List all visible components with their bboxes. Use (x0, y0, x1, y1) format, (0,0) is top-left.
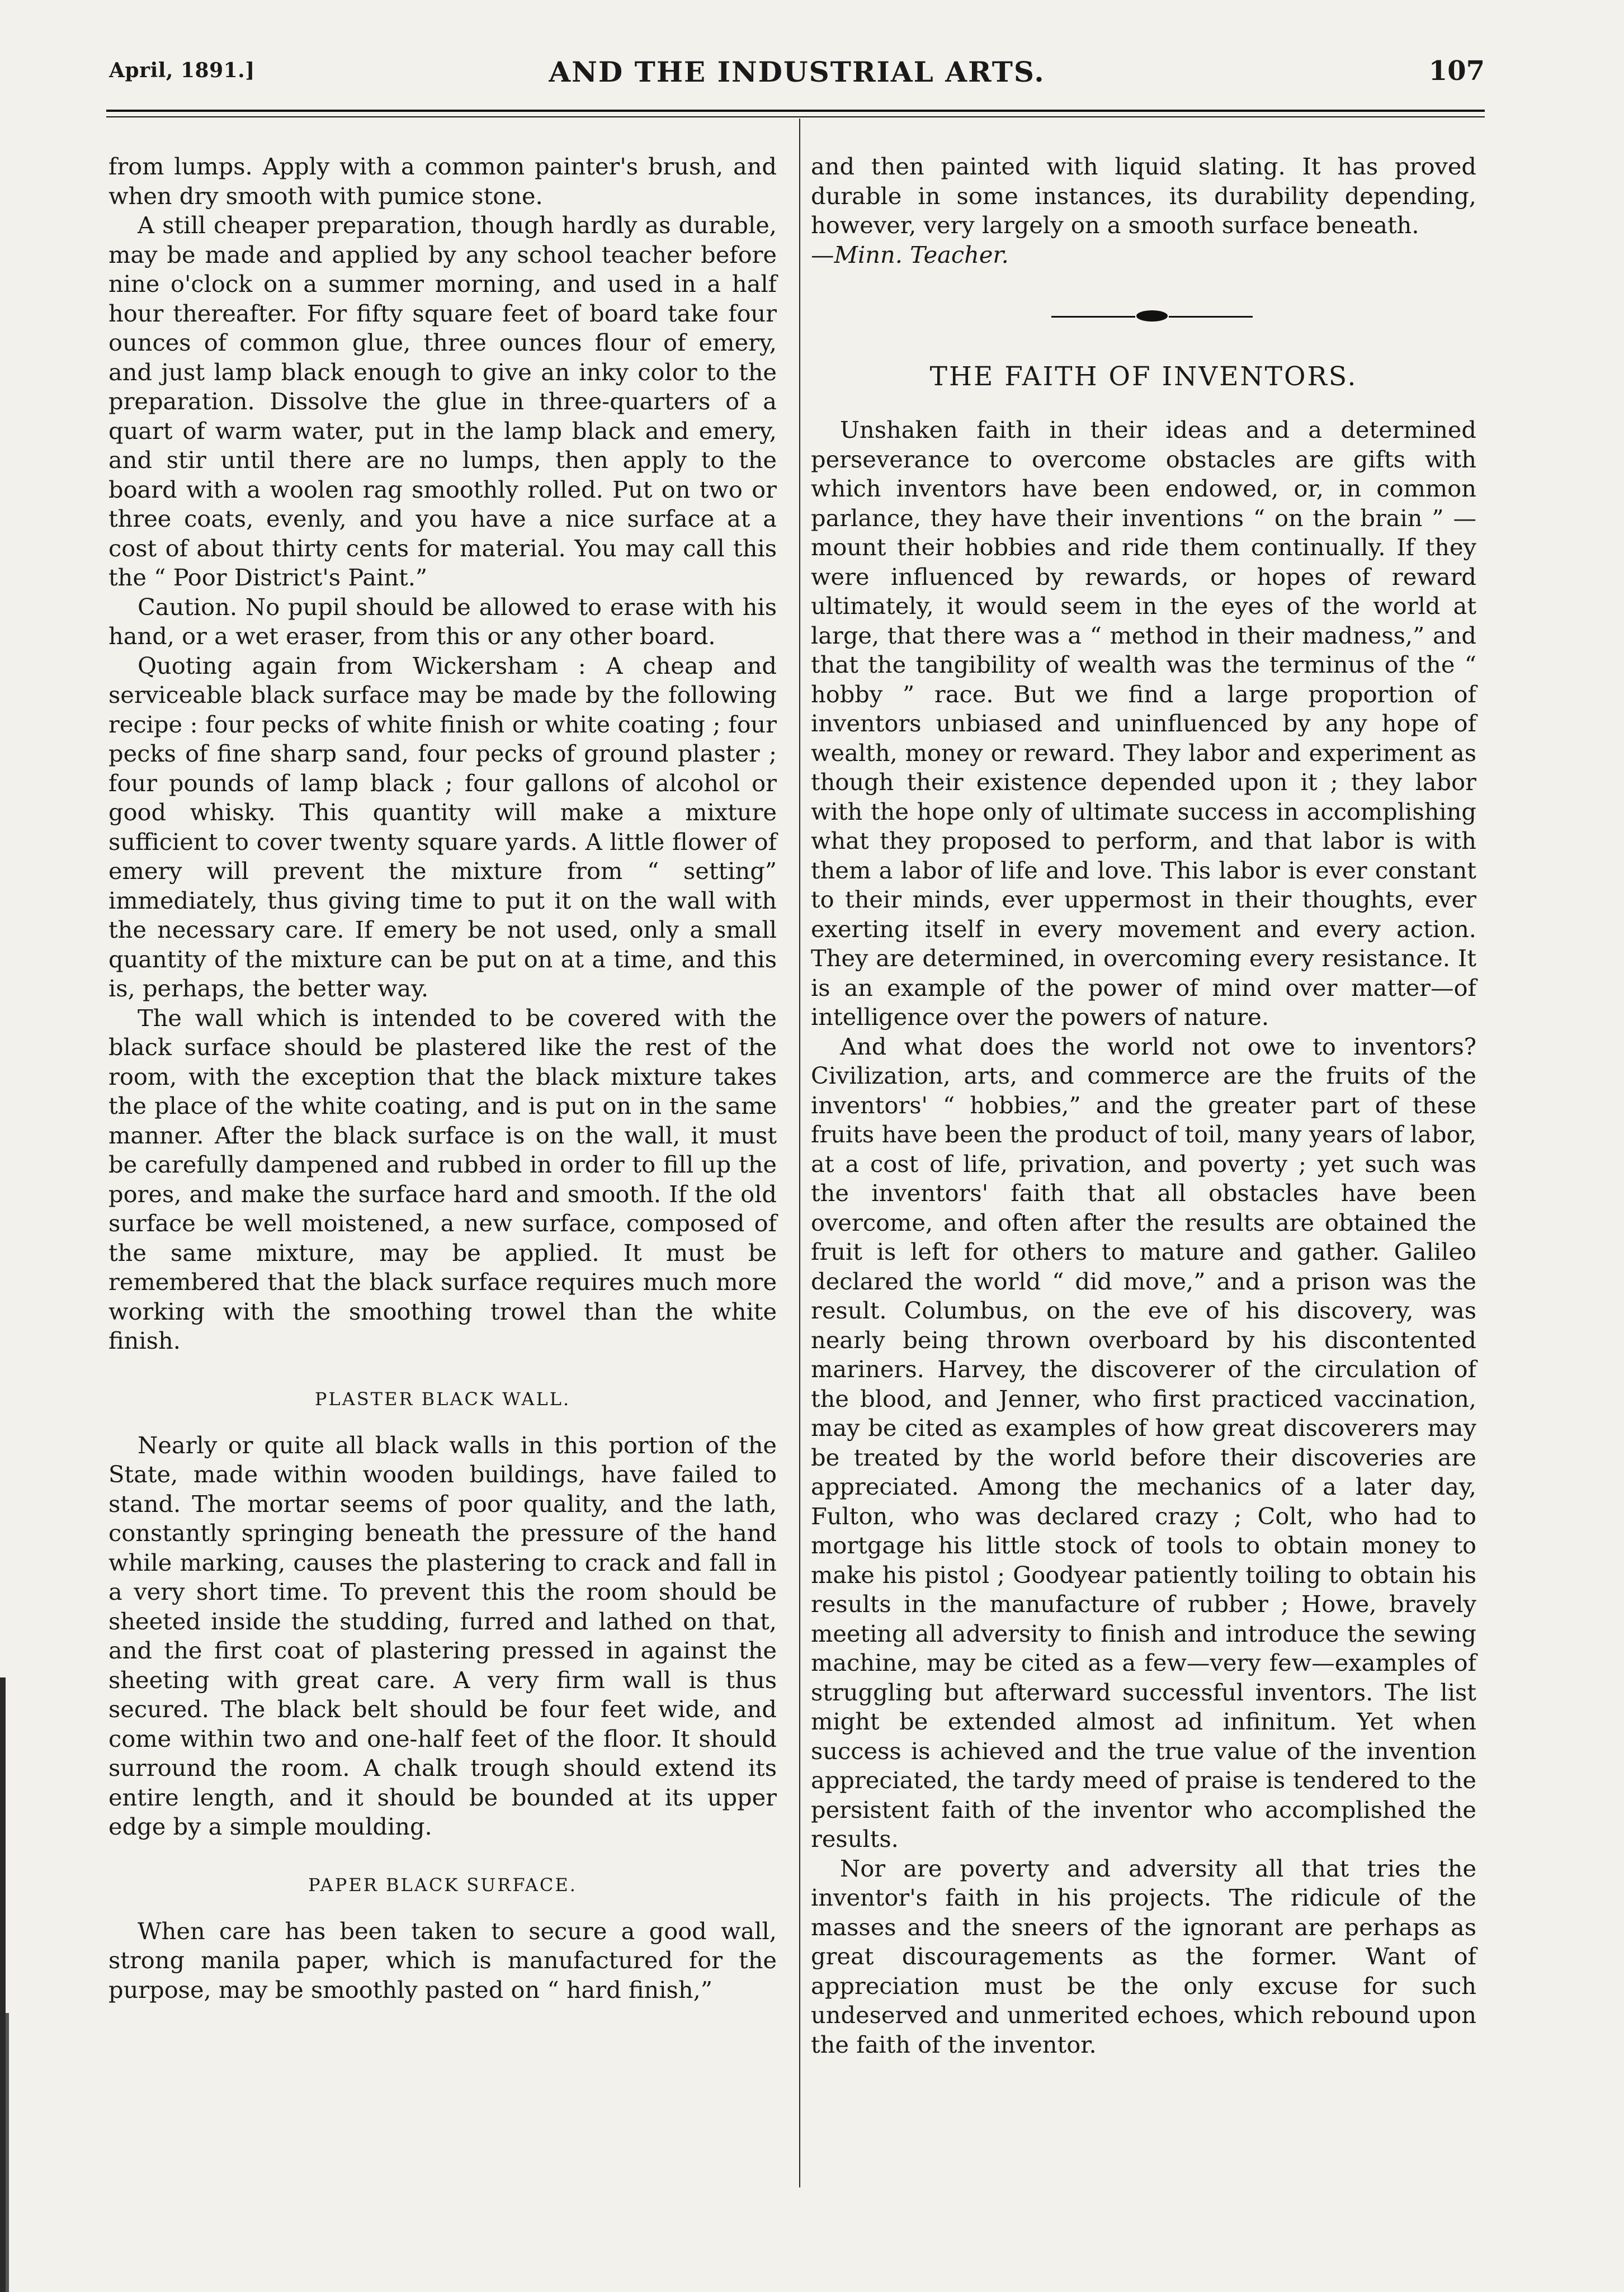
paragraph: Unshaken faith in their ideas and a determined perseverance to overcome obstacles are gifts with which inventors have been endowed, or, in common parlance, they have their inventions “ on the brain ” —mount their hobbies and ride them continually. If they were influenced by rewards, or hopes of reward ultimately, it would seem in the eyes of the world at large, that there was a “ method in their madness,” and that the tangibility of wealth was the terminus of the “ hobby ” race. But we find a large proportion of inventors unbiased and uninfluenced by any hope of wealth, money or reward. They labor and experiment as though their existence depended upon it ; they labor with the hope only of ultimate success in accomplishing what they proposed to perform, and that labor is with them a labor of life and love. This labor is ever constant to their minds, ever uppermost in their thoughts, ever exerting itself in every movement and every action. They are determined, in overcoming every resistance. It is an example of the power of mind over matter—of intelligence over the powers of nature. (811, 416, 1476, 1031)
section-heading: PLASTER BLACK WALL. (314, 1388, 571, 1410)
paragraph: Nor are poverty and adversity all that tries the inventor's faith in his projects. The ridicule of the masses and the sneers of the ignorant are perhaps as great discouragements as the former. Want of appreciation must be the only excuse for such undeserved and unmerited echoes, which rebound upon the faith of the inventor. (811, 1854, 1476, 2058)
running-header (109, 48, 1485, 103)
binding-edge-shadow (6, 2013, 9, 2292)
left-column (108, 152, 777, 2005)
paragraph: Caution. No pupil should be allowed to erase with his hand, or a wet eraser, from this or any other board. (108, 593, 777, 650)
header-rule-thick (106, 110, 1485, 112)
column-divider (799, 119, 800, 2187)
paragraph: A still cheaper preparation, though hardly as durable, may be made and applied by any school teacher before nine o'clock on a summer morning, and used in a half hour thereafter. For fifty square feet of board take four ounces of common glue, three ounces flour of emery, and just lamp black enough to give an inky color to the preparation. Dissolve the glue in three-quarters of a quart of warm water, put in the lamp black and emery, and stir until there are no lumps, then apply to the board with a woolen rag smoothly rolled. Put on two or three coats, evenly, and you have a nice surface at a cost of about thirty cents for material. You may call this the “ Poor District's Paint.” (108, 211, 777, 591)
right-column (811, 152, 1476, 2059)
paragraph: And what does the world not owe to inventors? Civilization, arts, and commerce are the fruits of the inventors' “ hobbies,” and the greater part of these fruits have been the product of toil, many years of labor, at a cost of life, privation, and poverty ; yet such was the inventors' faith that all obstacles have been overcome, and often after the results are obtained the fruit is left for others to mature and gather. Galileo declared the world “ did move,” and a prison was the result. Columbus, on the eve of his discovery, was nearly being thrown overboard by his discontented mariners. Harvey, the discoverer of the circulation of the blood, and Jenner, who first practiced vaccination, may be cited as examples of how great discoverers may be treated by the world before their discoveries are appreciated. Among the mechanics of a later day, Fulton, who was declared crazy ; Colt, who had to mortgage his little stock of tools to obtain money to make his pistol ; Goodyear patiently toiling to obtain his results in the manufacture of rubber ; Howe, bravely meeting all adversity to finish and introduce the sewing machine, may be cited as a few—very few—examples of struggling but afterward successful inventors. The list might be extended almost ad infinitum. Yet when success is achieved and the true value of the invention appreciated, the tardy meed of praise is tendered to the persistent faith of the inventor who accomplished the results. (811, 1032, 1476, 1852)
running-title: AND THE INDUSTRIAL ARTS. (549, 55, 1045, 88)
article-title: THE FAITH OF INVENTORS. (929, 361, 1358, 392)
binding-edge (0, 1677, 6, 2292)
ornament-divider (811, 305, 1476, 328)
source-attribution: —Minn. Teacher. (811, 240, 1009, 268)
page-number: 107 (1428, 55, 1485, 87)
section-heading: PAPER BLACK SURFACE. (308, 1874, 577, 1896)
paragraph: The wall which is intended to be covered with the black surface should be plastered like the rest of the room, with the exception that the black mixture takes the place of the white coating, and is put on in the same manner. After the black surface is on the wall, it must be carefully dampened and rubbed in order to fill up the pores, and make the surface hard and smooth. If the old surface be well moistened, a new surface, composed of the same mixture, may be applied. It must be remembered that the black surface requires much more working with the smoothing trowel than the white finish. (108, 1004, 777, 1354)
header-rule-thin (106, 116, 1485, 117)
paragraph: When care has been taken to secure a good wall, strong manila paper, which is manufactured for the purpose, may be smoothly pasted on “ hard finish,” (108, 1917, 777, 2003)
paragraph: from lumps. Apply with a common painter's brush, and when dry smooth with pumice stone. (108, 153, 777, 210)
issue-date: April, 1891.] (109, 59, 255, 82)
paragraph: Nearly or quite all black walls in this portion of the State, made within wooden buildings, have failed to stand. The mortar seems of poor quality, and the lath, constantly springing beneath the pressure of the hand while marking, causes the plastering to crack and fall in a very short time. To prevent this the room should be sheeted inside the studding, furred and lathed on that, and the first coat of plastering pressed in against the sheeting with great care. A very firm wall is thus secured. The black belt should be four feet wide, and come within two and one-half feet of the floor. It should surround the room. A chalk trough should extend its entire length, and it should be bounded at its upper edge by a simple moulding. (108, 1431, 777, 1840)
paragraph: and then painted with liquid slating. It has proved durable in some instances, its durability depending, however, very largely on a smooth surface beneath. (811, 153, 1476, 239)
paragraph: Quoting again from Wickersham : A cheap and serviceable black surface may be made by the following recipe : four pecks of white finish or white coating ; four pecks of fine sharp sand, four pecks of ground plaster ; four pounds of lamp black ; four gallons of alcohol or good whisky. This quantity will make a mixture sufficient to cover twenty square yards. A little flower of emery will prevent the mixture from “ setting” immediately, thus giving time to put it on the wall with the necessary care. If emery be not used, only a small quantity of the mixture can be put on at a time, and this is, perhaps, the better way. (108, 651, 777, 1002)
